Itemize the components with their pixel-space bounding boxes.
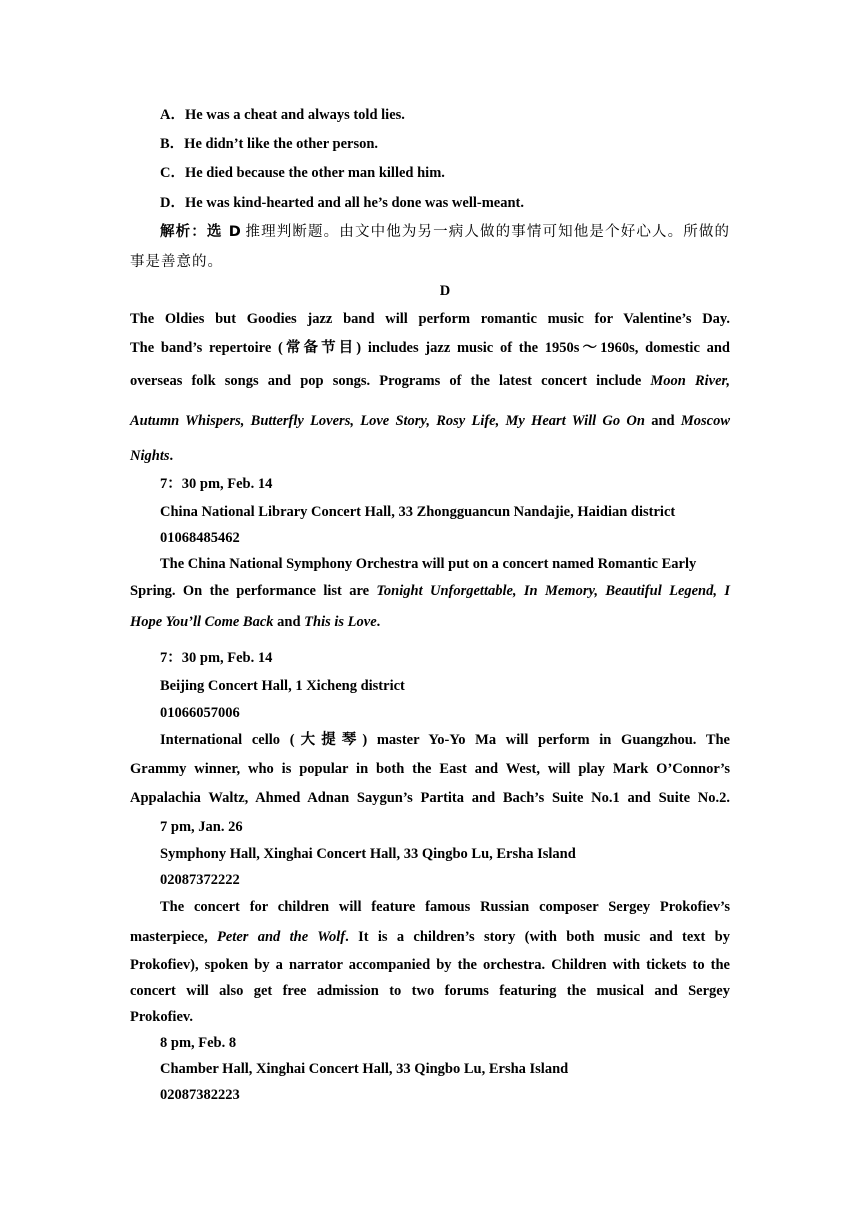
intro-line-3: overseas folk songs and pop songs. Programs of the latest concert include Moon River, xyxy=(130,373,731,389)
intro-line-5: Nights. xyxy=(130,448,174,464)
para3-line-2: Grammy winner, who is popular in both the East and West, will play Mark O’Connor’s xyxy=(130,761,730,777)
intro-line-2: The band’s repertoire (常备节目) includes jazz music of the 1950s～1960s, domestic and xyxy=(130,340,730,356)
analysis-label: 解析：选 D xyxy=(160,224,242,240)
event1-time: 7：30 pm, Feb. 14 xyxy=(160,476,273,492)
option-a: A．He was a cheat and always told lies. xyxy=(160,107,405,123)
event2-time: 7：30 pm, Feb. 14 xyxy=(160,650,273,666)
event2-venue: Beijing Concert Hall, 1 Xicheng district xyxy=(160,678,405,694)
para2-line-2: Spring. On the performance list are Tonight Unforgettable, In Memory, Beautiful Legend, I xyxy=(130,583,730,599)
para2-line-1: The China National Symphony Orchestra will put on a concert named Romantic Early xyxy=(160,556,697,572)
para4-line-4: concert will also get free admission to two forums featuring the musical and Sergey xyxy=(130,983,730,999)
event4-venue: Chamber Hall, Xinghai Concert Hall, 33 Qingbo Lu, Ersha Island xyxy=(160,1061,569,1077)
event4-time: 8 pm, Feb. 8 xyxy=(160,1035,237,1051)
para2-line-3: Hope You’ll Come Back and This is Love. xyxy=(130,614,381,630)
event2-phone: 01066057006 xyxy=(160,705,240,721)
event3-venue: Symphony Hall, Xinghai Concert Hall, 33 Qingbo Lu, Ersha Island xyxy=(160,846,576,862)
event1-phone: 01068485462 xyxy=(160,530,240,546)
event3-time: 7 pm, Jan. 26 xyxy=(160,819,243,835)
analysis-line-2: 事是善意的。 xyxy=(130,254,223,270)
option-c: C．He died because the other man killed him. xyxy=(160,165,445,181)
option-d: D．He was kind-hearted and all he’s done was well-meant. xyxy=(160,195,524,211)
section-heading: D xyxy=(439,283,451,299)
para3-line-3: Appalachia Waltz, Ahmed Adnan Saygun’s Partita and Bach’s Suite No.1 and Suite No.2. xyxy=(130,790,730,806)
intro-line-1: The Oldies but Goodies jazz band will perform romantic music for Valentine’s Day. xyxy=(130,311,730,327)
para3-line-1: International cello (大提琴) master Yo-Yo Ma will perform in Guangzhou. The xyxy=(160,732,730,748)
event3-phone: 02087372222 xyxy=(160,872,240,888)
analysis-line-1: 解析：选 D 推理判断题。由文中他为另一病人做的事情可知他是个好心人。所做的 xyxy=(160,224,730,240)
event4-phone: 02087382223 xyxy=(160,1087,240,1103)
para4-line-1: The concert for children will feature famous Russian composer Sergey Prokofiev’s xyxy=(160,899,730,915)
intro-line-4: Autumn Whispers, Butterfly Lovers, Love Story, Rosy Life, My Heart Will Go On and Moscow xyxy=(130,413,730,429)
para4-line-2: masterpiece, Peter and the Wolf. It is a children’s story (with both music and text by xyxy=(130,929,730,945)
option-b: B．He didn’t like the other person. xyxy=(160,136,379,152)
para4-line-5: Prokofiev. xyxy=(130,1009,193,1025)
event1-venue: China National Library Concert Hall, 33 Zhongguancun Nandajie, Haidian district xyxy=(160,504,676,520)
para4-line-3: Prokofiev), spoken by a narrator accompanied by the orchestra. Children with tickets to the xyxy=(130,957,730,973)
